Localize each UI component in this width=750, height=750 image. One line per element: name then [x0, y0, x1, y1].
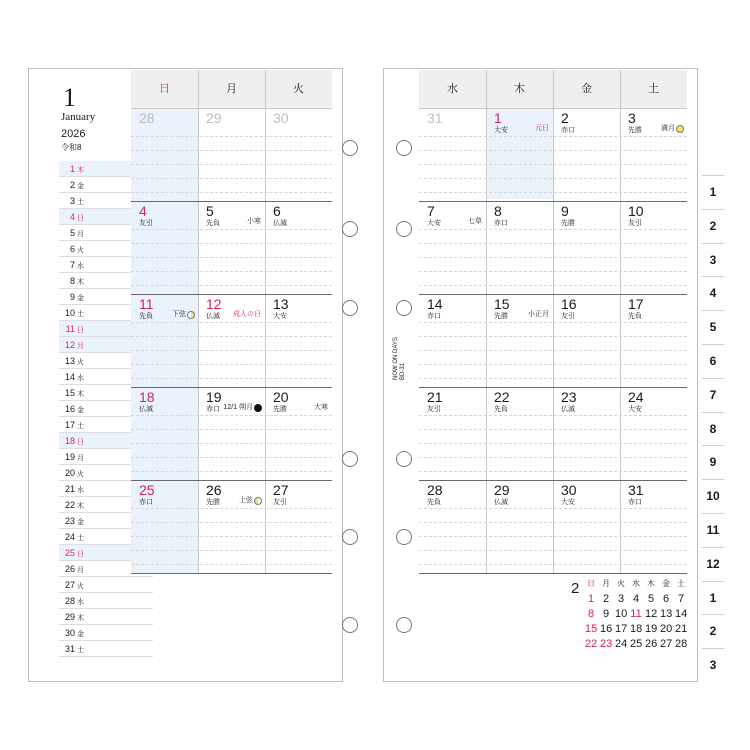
day-list-weekday: 日 [77, 439, 84, 446]
day-list-number: 9 [69, 292, 75, 302]
rokuyo-label: 大安 [273, 313, 287, 320]
month-tab-5: 5 [709, 320, 717, 335]
day-list-weekday: 日 [77, 327, 84, 334]
month-tab-1: 1 [709, 590, 717, 605]
day-list-number: 26 [64, 564, 75, 574]
rokuyo-label: 赤口 [561, 127, 575, 134]
month-tab-10: 10 [706, 489, 720, 504]
mini-calendar-day: 9 [602, 608, 610, 620]
day-list-weekday: 火 [77, 247, 84, 254]
day-note: 小正月 [528, 311, 549, 318]
day-list-weekday: 火 [77, 359, 84, 366]
rokuyo-label: 先負 [427, 499, 441, 506]
brand-name: NOW ON DAYS [393, 337, 399, 380]
day-list-number: 10 [64, 308, 75, 318]
date-number: 31 [427, 110, 443, 126]
rokuyo-label: 先勝 [628, 127, 642, 134]
rokuyo-label: 先勝 [494, 313, 508, 320]
week-divider [131, 387, 332, 388]
mini-calendar-weekday: 火 [617, 579, 625, 588]
day-list-weekday: 土 [77, 311, 84, 318]
writing-guide-line [131, 350, 332, 351]
mini-calendar-day: 21 [675, 623, 688, 635]
date-number: 16 [561, 296, 577, 312]
month-tab-2: 2 [709, 624, 717, 639]
day-list-number: 11 [65, 324, 75, 334]
day-note: 元日 [535, 125, 549, 132]
binder-hole [396, 617, 412, 633]
mini-calendar-day: 4 [632, 593, 640, 605]
day-list-number: 23 [64, 516, 75, 526]
month-tab-11: 11 [706, 523, 720, 537]
week-divider [131, 480, 332, 481]
day-list-number: 1 [69, 164, 75, 174]
binder-hole [342, 221, 358, 237]
mini-calendar-day: 26 [645, 638, 658, 650]
day-list-number: 30 [64, 628, 75, 638]
rokuyo-label: 仏滅 [561, 406, 575, 413]
writing-guide-line [131, 136, 332, 137]
mini-calendar-day: 11 [630, 608, 642, 620]
header-rule [131, 108, 332, 109]
day-list-number: 29 [64, 612, 75, 622]
month-tab-3: 3 [709, 252, 717, 267]
mini-calendar-day: 14 [675, 608, 688, 620]
day-list-weekday: 土 [77, 199, 84, 206]
mini-calendar-day: 16 [600, 623, 613, 635]
writing-guide-line [131, 378, 332, 379]
writing-guide-line [419, 536, 687, 537]
writing-guide-line [131, 285, 332, 286]
day-list-weekday: 火 [77, 583, 84, 590]
date-number: 11 [139, 296, 154, 312]
mini-calendar-weekday: 日 [587, 579, 595, 588]
japanese-era: 令和8 [61, 143, 82, 152]
date-number: 25 [139, 482, 155, 498]
rokuyo-label: 友引 [139, 220, 153, 227]
binder-hole [342, 529, 358, 545]
mini-calendar-day: 20 [660, 623, 673, 635]
day-list-number: 12 [64, 340, 75, 350]
mini-calendar-day: 24 [615, 638, 628, 650]
month-tab-12: 12 [706, 556, 720, 571]
writing-guide-line [131, 550, 332, 551]
day-list-weekday: 金 [77, 631, 84, 638]
writing-guide-line [419, 350, 687, 351]
date-number: 10 [628, 203, 644, 219]
rokuyo-label: 赤口 [206, 406, 220, 413]
date-number: 1 [494, 110, 502, 126]
rokuyo-label: 赤口 [628, 499, 642, 506]
moon-phase-icon [254, 497, 262, 505]
date-number: 30 [273, 110, 289, 126]
day-list-number: 8 [69, 276, 75, 286]
mini-calendar-weekday: 金 [662, 579, 670, 588]
mini-calendar-weekday: 月 [602, 579, 610, 588]
writing-guide-line [131, 150, 332, 151]
writing-guide-line [419, 508, 687, 509]
grid-bottom-rule [131, 573, 332, 574]
rokuyo-label: 先負 [206, 220, 220, 227]
date-number: 21 [427, 389, 443, 405]
binder-hole [396, 451, 412, 467]
left-weekday-header: 日 [131, 70, 198, 108]
week-divider [419, 294, 687, 295]
month-tab-9: 9 [709, 455, 717, 470]
writing-guide-line [419, 336, 687, 337]
date-number: 23 [561, 389, 577, 405]
day-note: 七草 [468, 218, 482, 225]
rokuyo-label: 大安 [427, 220, 441, 227]
binder-hole [342, 140, 358, 156]
day-list-row [59, 641, 153, 657]
writing-guide-line [419, 378, 687, 379]
writing-guide-line [131, 429, 332, 430]
rokuyo-label: 友引 [628, 220, 642, 227]
date-number: 29 [494, 482, 510, 498]
writing-guide-line [419, 322, 687, 323]
day-list-weekday: 月 [77, 231, 84, 238]
mini-calendar-weekday: 水 [632, 579, 640, 588]
date-number: 26 [206, 482, 222, 498]
date-number: 5 [206, 203, 214, 219]
day-note: 小寒 [247, 218, 261, 225]
day-list-number: 13 [64, 356, 75, 366]
mini-calendar-day: 22 [585, 638, 598, 650]
day-list-number: 15 [64, 388, 75, 398]
date-number: 7 [427, 203, 435, 219]
day-list-weekday: 木 [77, 503, 84, 510]
writing-guide-line [131, 522, 332, 523]
rokuyo-label: 大安 [494, 127, 508, 134]
date-number: 27 [273, 482, 289, 498]
writing-guide-line [419, 471, 687, 472]
writing-guide-line [131, 564, 332, 565]
month-tab-1: 1 [709, 185, 717, 199]
day-list-number: 27 [64, 580, 75, 590]
right-weekday-header: 土 [620, 70, 687, 108]
writing-guide-line [419, 271, 687, 272]
left-weekday-header: 月 [198, 70, 265, 108]
week-divider [419, 387, 687, 388]
day-list-weekday: 金 [77, 183, 84, 190]
date-number: 31 [628, 482, 644, 498]
rokuyo-label: 先負 [628, 313, 642, 320]
day-list-weekday: 金 [77, 407, 84, 414]
day-list-weekday: 木 [77, 167, 84, 174]
writing-guide-line [131, 229, 332, 230]
rokuyo-label: 大安 [628, 406, 642, 413]
writing-guide-line [131, 164, 332, 165]
day-list-weekday: 水 [77, 263, 84, 270]
day-list-weekday: 水 [77, 487, 84, 494]
date-number: 19 [206, 389, 222, 405]
rokuyo-label: 先勝 [206, 499, 220, 506]
writing-guide-line [131, 536, 332, 537]
rokuyo-label: 友引 [561, 313, 575, 320]
rokuyo-label: 先勝 [273, 406, 287, 413]
writing-guide-line [419, 150, 687, 151]
brand-label [393, 337, 407, 380]
moon-phase-icon [676, 125, 684, 133]
writing-guide-line [419, 550, 687, 551]
date-number: 4 [139, 203, 147, 219]
rokuyo-label: 友引 [273, 499, 287, 506]
writing-guide-line [419, 164, 687, 165]
moon-phase-icon [254, 404, 262, 412]
rokuyo-label: 赤口 [139, 499, 153, 506]
rokuyo-label: 先負 [139, 313, 153, 320]
grid-bottom-rule [419, 573, 687, 574]
day-list-number: 16 [64, 404, 75, 414]
writing-guide-line [419, 522, 687, 523]
day-list-number: 20 [64, 468, 75, 478]
date-number: 15 [494, 296, 510, 312]
day-list-row [59, 577, 153, 593]
mini-calendar-weekday: 木 [647, 579, 655, 588]
writing-guide-line [131, 471, 332, 472]
day-list-weekday: 土 [77, 423, 84, 430]
left-weekday-header: 火 [265, 70, 332, 108]
day-list-number: 17 [64, 420, 75, 430]
day-list-number: 2 [69, 180, 75, 190]
writing-guide-line [419, 257, 687, 258]
day-list-weekday: 水 [77, 599, 84, 606]
writing-guide-line [419, 243, 687, 244]
day-list-weekday: 月 [77, 455, 84, 462]
mini-calendar-day: 1 [587, 593, 595, 605]
day-list-weekday: 木 [77, 279, 84, 286]
date-number: 30 [561, 482, 577, 498]
week-divider [419, 201, 687, 202]
day-list-weekday: 土 [77, 647, 84, 654]
binder-hole [342, 617, 358, 633]
mini-calendar-day: 8 [587, 608, 595, 620]
date-number: 3 [628, 110, 636, 126]
date-number: 2 [561, 110, 569, 126]
day-list-weekday: 木 [77, 391, 84, 398]
mini-calendar-day: 7 [677, 593, 685, 605]
day-list-number: 25 [64, 548, 75, 558]
date-number: 28 [139, 110, 155, 126]
rokuyo-label: 先負 [494, 406, 508, 413]
day-list-weekday: 日 [77, 215, 84, 222]
writing-guide-line [131, 443, 332, 444]
mini-calendar-day: 12 [645, 608, 658, 620]
mini-calendar-day: 25 [630, 638, 643, 650]
writing-guide-line [131, 364, 332, 365]
rokuyo-label: 先勝 [561, 220, 575, 227]
day-list-number: 22 [64, 500, 75, 510]
date-number: 22 [494, 389, 510, 405]
writing-guide-line [131, 508, 332, 509]
mini-calendar-day: 27 [660, 638, 673, 650]
mini-calendar-month: 2 [571, 580, 580, 597]
writing-guide-line [419, 429, 687, 430]
binder-hole [396, 140, 412, 156]
binder-hole [396, 300, 412, 316]
month-number: 1 [63, 83, 76, 112]
year: 2026 [61, 128, 86, 140]
writing-guide-line [419, 178, 687, 179]
day-note: 成人の日 [233, 311, 261, 318]
writing-guide-line [419, 192, 687, 193]
day-list-weekday: 月 [77, 567, 84, 574]
month-tab-6: 6 [709, 354, 717, 368]
day-list-row [59, 609, 153, 625]
day-note: 下弦 [172, 311, 186, 318]
writing-guide-line [131, 257, 332, 258]
mini-calendar-weekday: 土 [677, 579, 685, 588]
date-number: 8 [494, 203, 502, 219]
day-list-number: 24 [64, 532, 75, 542]
rokuyo-label: 赤口 [427, 313, 441, 320]
right-weekday-header: 金 [553, 70, 620, 108]
day-list-weekday: 木 [77, 615, 84, 622]
writing-guide-line [419, 564, 687, 565]
binder-hole [396, 221, 412, 237]
date-number: 18 [139, 389, 155, 405]
date-number: 20 [273, 389, 289, 405]
date-number: 12 [206, 296, 222, 312]
day-note: 大寒 [314, 404, 328, 411]
week-divider [131, 201, 332, 202]
day-note: 上弦 [239, 497, 253, 504]
day-list-number: 19 [64, 452, 75, 462]
writing-guide-line [131, 322, 332, 323]
writing-guide-line [419, 443, 687, 444]
binder-hole [342, 451, 358, 467]
product-code: BD-31 [400, 362, 406, 380]
day-list-weekday: 火 [77, 471, 84, 478]
writing-guide-line [131, 192, 332, 193]
day-note: 満月 [661, 125, 675, 132]
month-tab-7: 7 [709, 387, 717, 402]
rokuyo-label: 仏滅 [206, 313, 220, 320]
right-weekday-header: 水 [419, 70, 486, 108]
mini-calendar-day: 23 [600, 638, 613, 650]
date-number: 6 [273, 203, 281, 219]
date-number: 13 [273, 296, 289, 312]
rokuyo-label: 仏滅 [273, 220, 287, 227]
date-number: 24 [628, 389, 644, 405]
date-number: 29 [206, 110, 222, 126]
mini-calendar-day: 15 [585, 623, 598, 635]
week-divider [419, 480, 687, 481]
month-tab-4: 4 [709, 286, 717, 301]
mini-calendar-day: 6 [662, 593, 670, 605]
writing-guide-line [131, 271, 332, 272]
day-list-number: 14 [64, 372, 75, 382]
binder-hole [342, 300, 358, 316]
day-list-number: 5 [69, 228, 75, 238]
writing-guide-line [419, 229, 687, 230]
day-list-weekday: 日 [77, 551, 84, 558]
day-list-number: 3 [69, 196, 75, 206]
month-tab-8: 8 [709, 421, 717, 436]
rokuyo-label: 仏滅 [139, 406, 153, 413]
date-number: 9 [561, 203, 569, 219]
writing-guide-line [419, 136, 687, 137]
day-list-weekday: 金 [77, 519, 84, 526]
mini-calendar-day: 10 [615, 608, 628, 620]
writing-guide-line [131, 415, 332, 416]
mini-calendar-day: 5 [647, 593, 655, 605]
rokuyo-label: 大安 [561, 499, 575, 506]
writing-guide-line [419, 457, 687, 458]
day-list-number: 28 [64, 596, 75, 606]
day-list-row [59, 625, 153, 641]
day-list-weekday: 月 [77, 343, 84, 350]
day-list-number: 21 [64, 484, 75, 494]
day-list-number: 4 [69, 212, 75, 222]
mini-calendar-day: 13 [660, 608, 673, 620]
rokuyo-label: 仏滅 [494, 499, 508, 506]
day-note: 12/1 朔月 [223, 404, 253, 411]
moon-phase-icon [187, 311, 195, 319]
day-list-weekday: 土 [77, 535, 84, 542]
day-list-weekday: 金 [77, 295, 84, 302]
day-list-number: 6 [69, 244, 75, 254]
rokuyo-label: 友引 [427, 406, 441, 413]
writing-guide-line [131, 336, 332, 337]
day-list-number: 7 [69, 260, 75, 270]
mini-calendar-day: 2 [602, 593, 610, 605]
week-divider [131, 294, 332, 295]
writing-guide-line [131, 457, 332, 458]
month-tab-3: 3 [709, 658, 717, 673]
writing-guide-line [419, 364, 687, 365]
mini-calendar-day: 19 [645, 623, 658, 635]
binder-hole [396, 529, 412, 545]
month-tab-2: 2 [709, 218, 717, 233]
date-number: 17 [628, 296, 644, 312]
day-list-number: 31 [64, 644, 75, 654]
day-list-weekday: 水 [77, 375, 84, 382]
mini-calendar-day: 17 [615, 623, 628, 635]
writing-guide-line [131, 243, 332, 244]
writing-guide-line [419, 285, 687, 286]
mini-calendar-day: 28 [675, 638, 688, 650]
rokuyo-label: 赤口 [494, 220, 508, 227]
right-weekday-header: 木 [486, 70, 553, 108]
day-list-number: 18 [64, 436, 75, 446]
mini-calendar-day: 3 [617, 593, 625, 605]
day-list-row [59, 593, 153, 609]
month-name-english: January [61, 111, 96, 123]
date-number: 14 [427, 296, 443, 312]
writing-guide-line [419, 415, 687, 416]
date-number: 28 [427, 482, 443, 498]
writing-guide-line [131, 178, 332, 179]
mini-calendar-day: 18 [630, 623, 643, 635]
